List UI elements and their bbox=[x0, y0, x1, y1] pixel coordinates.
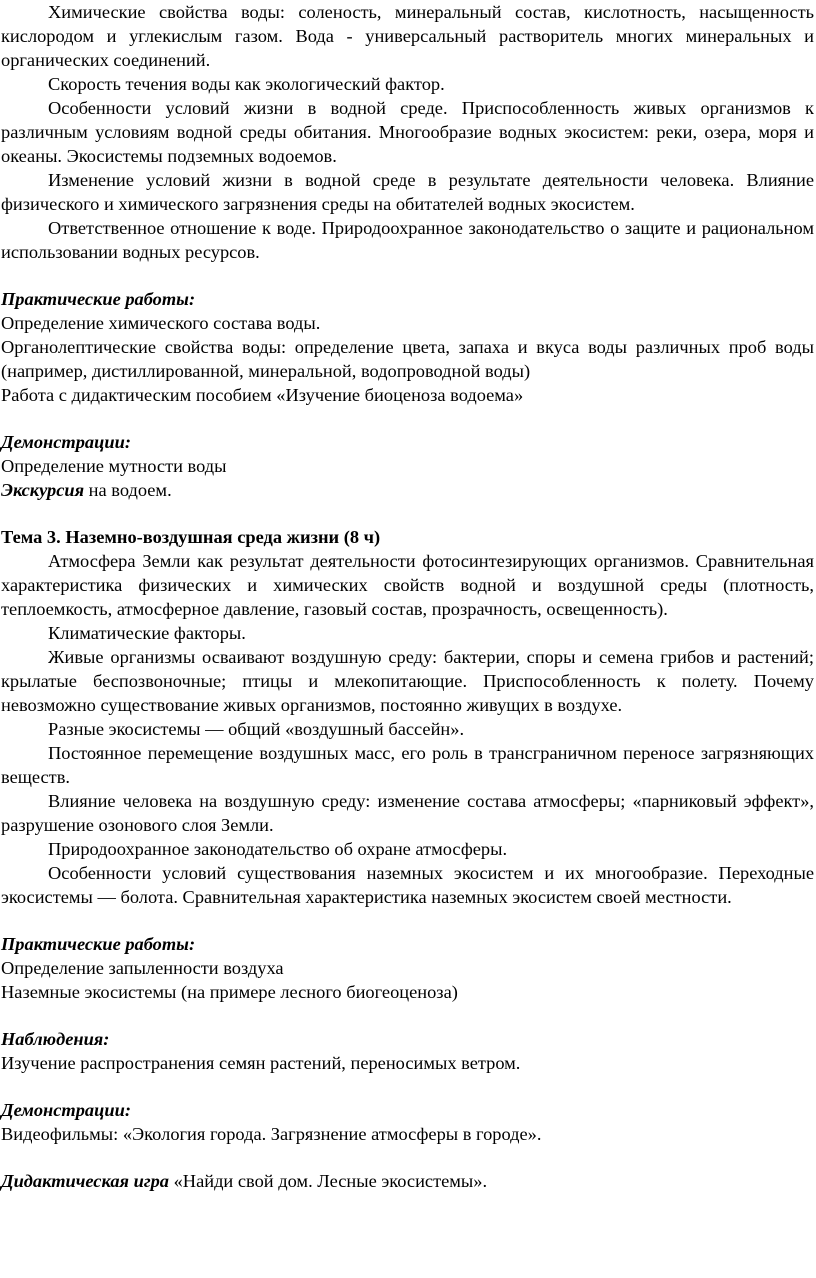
demo-item-air: Видеофильмы: «Экология города. Загрязнение атмосферы в городе». bbox=[1, 1124, 542, 1144]
observation-item: Изучение распространения семян растений, переносимых ветром. bbox=[1, 1053, 521, 1073]
paragraph-atmosphere: Атмосфера Земли как результат деятельности фотосинтезирующих организмов. Сравнительная характеристика физических и химических свойств водной и воздушной среды (плотность, теплоемкость, атмосферное давление, газовый состав, прозрачность, освещенность). bbox=[1, 551, 814, 619]
demo-heading-air: Демонстрации: bbox=[1, 1100, 131, 1120]
demo-item-water: Определение мутности воды bbox=[1, 456, 227, 476]
practical-item-water-1: Определение химического состава воды. bbox=[1, 313, 321, 333]
spacer bbox=[1, 1075, 814, 1098]
paragraph-air-organisms: Живые организмы осваивают воздушную среду: бактерии, споры и семена грибов и растений; крылатые беспозвоночные; птицы и млекопитающие. Приспособленность к полету. Почему невозможно существование живых организмов, постоянно живущих в воздухе. bbox=[1, 647, 814, 715]
practical-heading-air: Практические работы: bbox=[1, 934, 196, 954]
practical-item-air-1: Определение запыленности воздуха bbox=[1, 958, 284, 978]
didactic-game-label: Дидактическая игра bbox=[1, 1171, 169, 1191]
demo-heading-water: Демонстрации: bbox=[1, 432, 131, 452]
spacer bbox=[1, 1004, 814, 1027]
practical-item-water-3: Работа с дидактическим пособием «Изучение биоценоза водоема» bbox=[1, 385, 524, 405]
spacer bbox=[1, 1146, 814, 1169]
paragraph-water-chemistry: Химические свойства воды: соленость, минеральный состав, кислотность, насыщенность кислородом и углекислым газом. Вода - универсальный растворитель многих минеральных и органических соединений. bbox=[1, 2, 814, 70]
practical-heading-water: Практические работы: bbox=[1, 289, 196, 309]
spacer bbox=[1, 407, 814, 430]
section-title-land-air: Тема 3. Наземно-воздушная среда жизни (8 ч) bbox=[1, 527, 381, 547]
excursion-text: на водоем. bbox=[84, 480, 172, 500]
paragraph-air-law: Природоохранное законодательство об охране атмосферы. bbox=[48, 839, 508, 859]
paragraph-air-basin: Разные экосистемы — общий «воздушный бассейн». bbox=[48, 719, 465, 739]
spacer bbox=[1, 909, 814, 932]
paragraph-human-impact-air: Влияние человека на воздушную среду: изменение состава атмосферы; «парниковый эффект», разрушение озонового слоя Земли. bbox=[1, 791, 814, 835]
practical-item-water-2: Органолептические свойства воды: определение цвета, запаха и вкуса воды различных проб воды (например, дистиллированной, минеральной, водопроводной воды) bbox=[1, 337, 814, 381]
spacer bbox=[1, 502, 814, 525]
didactic-game-text: «Найди свой дом. Лесные экосистемы». bbox=[169, 1171, 488, 1191]
practical-item-air-2: Наземные экосистемы (на примере лесного биогеоценоза) bbox=[1, 982, 458, 1002]
paragraph-air-masses: Постоянное перемещение воздушных масс, его роль в трансграничном переносе загрязняющих веществ. bbox=[1, 743, 814, 787]
spacer bbox=[1, 264, 814, 287]
paragraph-climate: Климатические факторы. bbox=[48, 623, 246, 643]
paragraph-water-protection: Ответственное отношение к воде. Природоохранное законодательство о защите и рациональном использовании водных ресурсов. bbox=[1, 218, 814, 262]
excursion-label: Экскурсия bbox=[1, 480, 85, 500]
paragraph-land-ecosystems: Особенности условий существования наземных экосистем и их многообразие. Переходные экосистемы — болота. Сравнительная характеристика наземных экосистем своей местности. bbox=[1, 863, 814, 907]
paragraph-aquatic-life: Особенности условий жизни в водной среде. Приспособленность живых организмов к различным условиям водной среды обитания. Многообразие водных экосистем: реки, озера, моря и океаны. Экосистемы подземных водоемов. bbox=[1, 98, 814, 166]
excursion-line bbox=[1, 478, 814, 502]
observation-heading: Наблюдения: bbox=[1, 1029, 110, 1049]
paragraph-water-flow: Скорость течения воды как экологический фактор. bbox=[48, 74, 445, 94]
didactic-game-line bbox=[1, 1169, 814, 1193]
paragraph-human-impact-water: Изменение условий жизни в водной среде в результате деятельности человека. Влияние физического и химического загрязнения среды на обитателей водных экосистем. bbox=[1, 170, 814, 214]
